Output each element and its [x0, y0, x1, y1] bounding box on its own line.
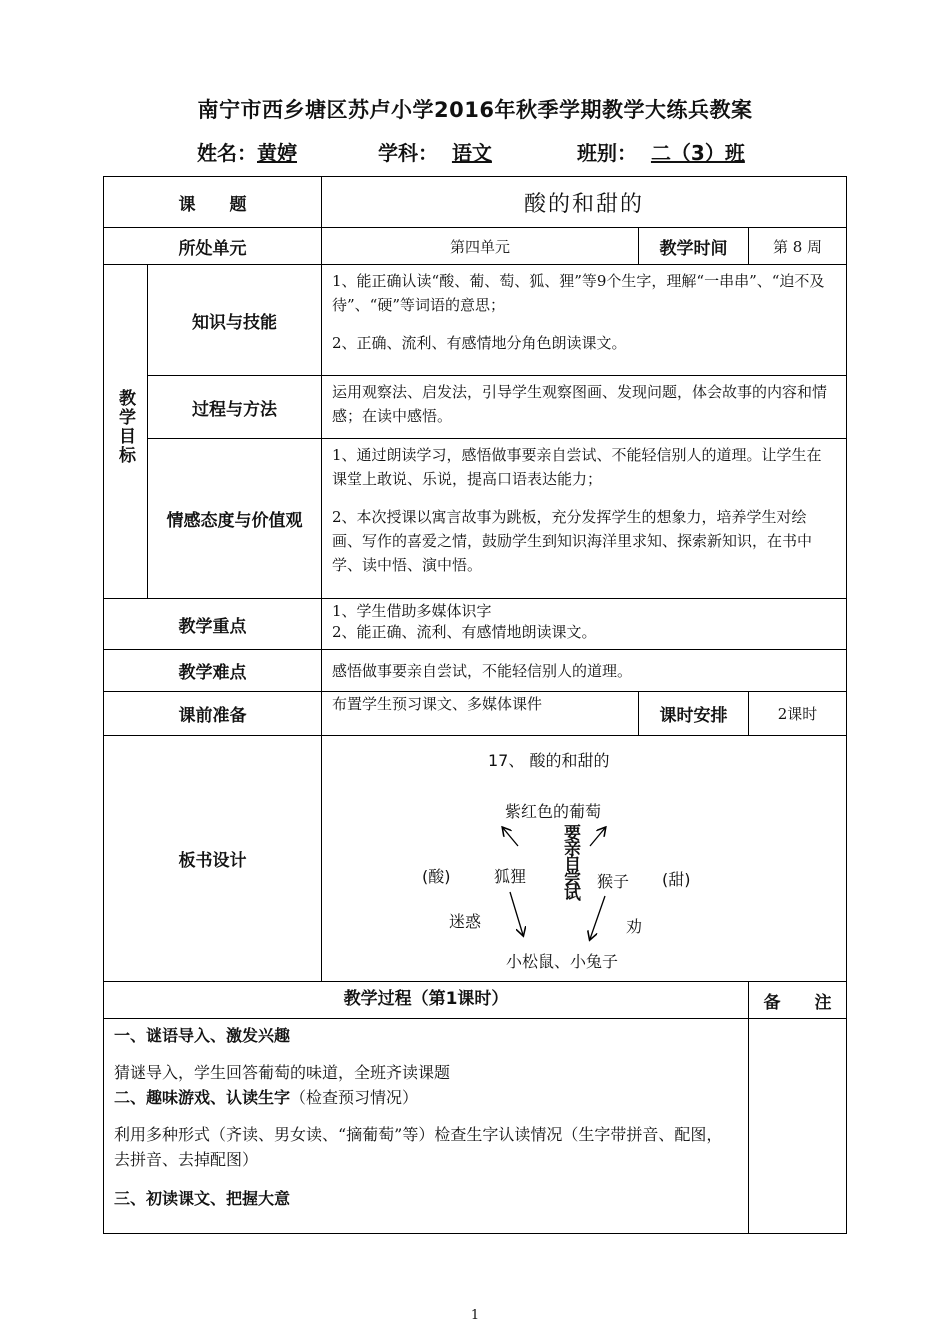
time-value: 第 8 周 [749, 228, 847, 265]
board-design [322, 736, 847, 982]
section-2-note: （检查预习情况） [290, 1088, 419, 1107]
page-number: 1 [470, 1308, 480, 1323]
board-fox: 狐狸 [494, 867, 527, 886]
unit-label: 所处单元 [104, 228, 322, 265]
board-center-phrase: 要亲自尝试 [560, 824, 580, 899]
key-item-2: 2、能正确、流利、有感情地朗读课文。 [332, 623, 597, 641]
board-grapes: 紫红色的葡萄 [505, 802, 602, 821]
board-label: 板书设计 [104, 736, 322, 982]
class-info [577, 137, 745, 166]
class-value: 二（3）班 [650, 141, 745, 165]
prep-label: 课前准备 [104, 692, 322, 736]
hours-value: 2课时 [749, 692, 847, 736]
process-header-row [104, 982, 847, 1019]
topic-row [104, 177, 847, 228]
attitude-text [322, 439, 847, 599]
topic-value: 酸的和甜的 [322, 177, 847, 228]
unit-row [104, 228, 847, 265]
difficulty-label: 教学难点 [104, 650, 322, 692]
page-title: 南宁市西乡塘区苏卢小学2016年秋季学期教学大练兵教案 [197, 98, 753, 122]
name-label: 姓名： [197, 141, 257, 165]
process-heading: 教学过程（第1课时） [104, 982, 749, 1019]
subject-info [378, 137, 492, 166]
knowledge-item-2: 2、正确、流利、有感情地分角色朗读课文。 [332, 334, 627, 352]
difficulty-row [104, 650, 847, 692]
board-diagram [322, 736, 846, 980]
arrow-fox-to-grapes [503, 828, 518, 846]
attitude-item-1: 1、通过朗读学习，感悟做事要亲自尝试、不能轻信别人的道理。让学生在课堂上敢说、乐说，提高口语表达能力； [332, 446, 822, 488]
arrow-fox-to-animals [510, 892, 523, 935]
board-arrows [322, 736, 742, 980]
arrow-monkey-to-animals [590, 896, 605, 939]
section-3-title: 三、初读课文、把握大意 [114, 1189, 291, 1208]
key-text [322, 599, 847, 650]
notes-label: 备 注 [749, 982, 847, 1019]
hours-label: 课时安排 [639, 692, 749, 736]
knowledge-text [322, 265, 847, 376]
key-row [104, 599, 847, 650]
process-method-row [104, 376, 847, 439]
board-confuse: 迷惑 [449, 912, 482, 931]
attitude-item-2: 2、本次授课以寓言故事为跳板，充分发挥学生的想象力，培养学生对绘画、写作的喜爱之情，鼓励学生到知识海洋里求知、探索新知识，在书中学、读中悟、演中悟。 [332, 508, 813, 574]
board-heading: 17、 酸的和甜的 [488, 751, 610, 770]
board-row [104, 736, 847, 982]
key-item-1: 1、学生借助多媒体识字 [332, 602, 492, 620]
board-sour: (酸) [422, 867, 451, 886]
topic-label: 课 题 [104, 177, 322, 228]
difficulty-text: 感悟做事要亲自尝试，不能轻信别人的道理。 [322, 650, 847, 692]
section-1-title: 一、谜语导入、激发兴趣 [114, 1026, 291, 1045]
board-persuade: 劝 [626, 917, 643, 936]
goals-label: 教学目标 [115, 389, 135, 465]
attitude-row [104, 439, 847, 599]
knowledge-item-1: 1、能正确认读“酸、葡、萄、狐、狸”等9个生字，理解“一串串”、“迫不及待”、“硬”等词语的意思； [332, 272, 825, 314]
process-body [104, 1019, 749, 1234]
prep-row [104, 692, 847, 736]
board-sweet: (甜) [662, 870, 691, 889]
section-2-text: 利用多种形式（齐读、男女读、“摘葡萄”等）检查生字认读情况（生字带拼音、配图，去拼音、去掉配图） [114, 1125, 723, 1169]
unit-value: 第四单元 [322, 228, 639, 265]
section-2-title: 二、趣味游戏、认读生字 [114, 1088, 291, 1107]
teacher-name [197, 137, 297, 166]
attitude-label: 情感态度与价值观 [148, 439, 322, 599]
goals-cell [104, 265, 148, 599]
arrow-monkey-to-grapes [590, 828, 605, 846]
key-label: 教学重点 [104, 599, 322, 650]
board-squirrel-rabbit: 小松鼠、小兔子 [506, 952, 619, 971]
process-body-row [104, 1019, 847, 1234]
prep-text: 布置学生预习课文、多媒体课件 [322, 692, 639, 736]
knowledge-row [104, 265, 847, 376]
subject-value: 语文 [451, 141, 492, 165]
class-label: 班别： [577, 141, 637, 165]
board-monkey: 猴子 [597, 872, 630, 891]
name-value: 黄婷 [257, 141, 297, 165]
time-label: 教学时间 [639, 228, 749, 265]
subject-label: 学科： [378, 141, 438, 165]
process-text: 运用观察法、启发法，引导学生观察图画、发现问题，体会故事的内容和情感；在读中感悟。 [322, 376, 847, 439]
knowledge-label: 知识与技能 [148, 265, 322, 376]
lesson-plan-table [103, 176, 847, 1234]
notes-cell [749, 1019, 847, 1234]
process-label: 过程与方法 [148, 376, 322, 439]
section-1-text: 猜谜导入，学生回答葡萄的味道，全班齐读课题 [114, 1063, 451, 1082]
